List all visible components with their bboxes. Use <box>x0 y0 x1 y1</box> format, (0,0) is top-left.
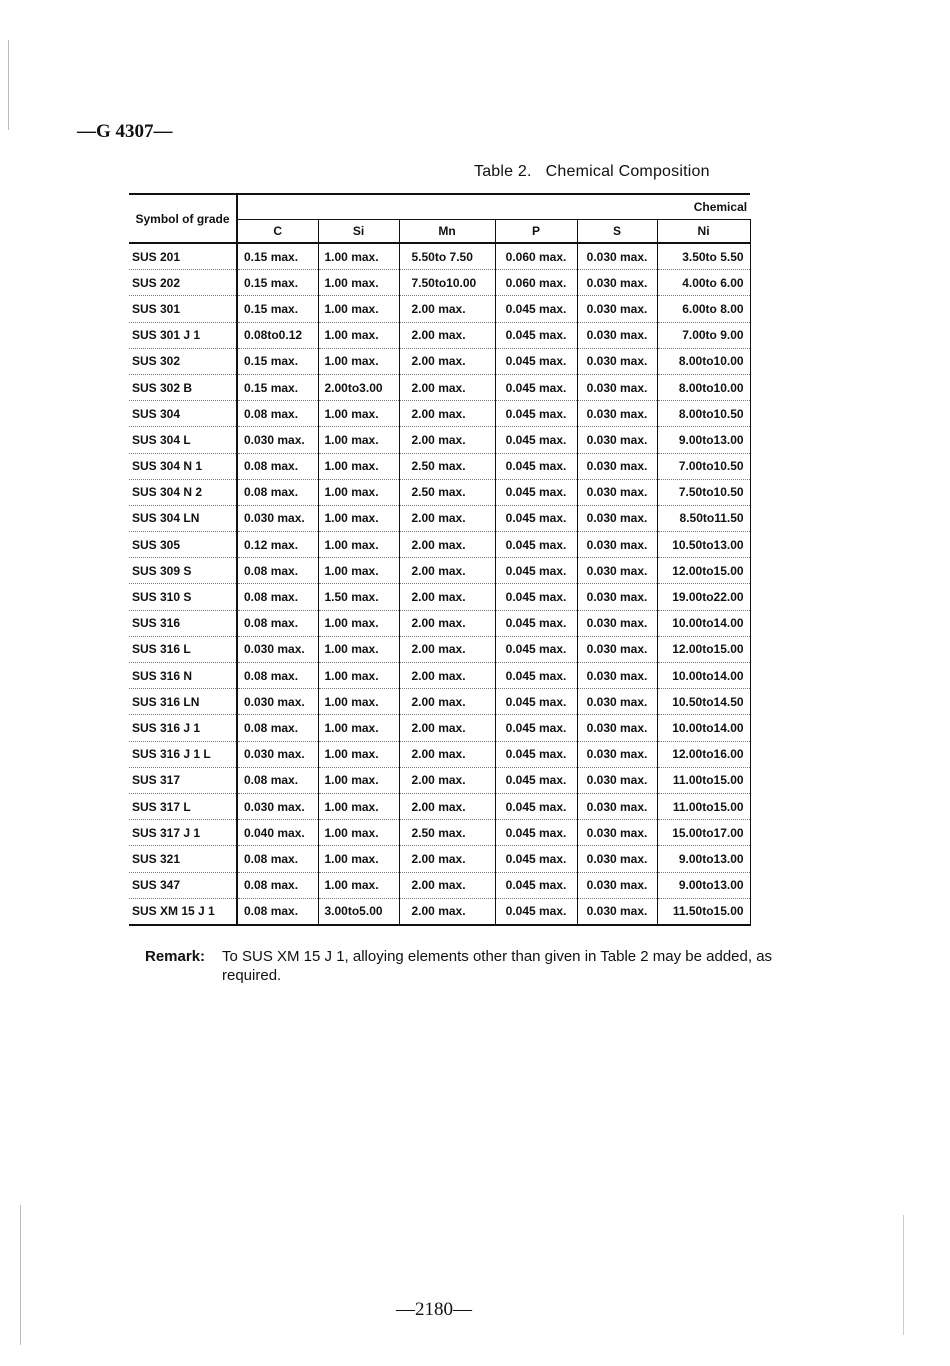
table-row <box>129 479 750 505</box>
mn-value-cell: 2.00 max. <box>399 610 495 636</box>
s-value-cell: 0.030 max. <box>577 558 657 584</box>
c-value-cell: 0.15 max. <box>237 374 318 400</box>
c-value-cell: 0.15 max. <box>237 348 318 374</box>
ni-value-cell: 10.00to14.00 <box>657 715 750 741</box>
grade-symbol-cell: SUS 317 L <box>129 793 237 819</box>
c-value-cell: 0.12 max. <box>237 532 318 558</box>
c-value-cell: 0.08 max. <box>237 401 318 427</box>
ni-value-cell: 15.00to17.00 <box>657 820 750 846</box>
table-title: Chemical Composition <box>545 163 710 180</box>
c-value-cell: 0.030 max. <box>237 636 318 662</box>
ni-value-cell: 6.00to 8.00 <box>657 296 750 322</box>
table-row <box>129 322 750 348</box>
si-value-cell: 1.00 max. <box>318 872 399 898</box>
grade-symbol-cell: SUS 304 L <box>129 427 237 453</box>
ni-value-cell: 10.00to14.00 <box>657 610 750 636</box>
c-value-cell: 0.08 max. <box>237 715 318 741</box>
scan-margin-line <box>8 40 9 130</box>
s-value-cell: 0.030 max. <box>577 872 657 898</box>
s-value-cell: 0.030 max. <box>577 689 657 715</box>
p-value-cell: 0.045 max. <box>495 322 577 348</box>
mn-value-cell: 5.50to 7.50 <box>399 243 495 270</box>
ni-value-cell: 9.00to13.00 <box>657 872 750 898</box>
table-row <box>129 296 750 322</box>
c-value-cell: 0.08 max. <box>237 872 318 898</box>
ni-value-cell: 10.00to14.00 <box>657 663 750 689</box>
c-value-cell: 0.030 max. <box>237 793 318 819</box>
chemical-composition-table <box>129 193 751 926</box>
column-header-si: Si <box>318 220 399 244</box>
grade-symbol-cell: SUS XM 15 J 1 <box>129 898 237 925</box>
c-value-cell: 0.08 max. <box>237 898 318 925</box>
p-value-cell: 0.045 max. <box>495 663 577 689</box>
si-value-cell: 1.00 max. <box>318 558 399 584</box>
si-value-cell: 1.00 max. <box>318 689 399 715</box>
mn-value-cell: 2.00 max. <box>399 505 495 531</box>
si-value-cell: 1.00 max. <box>318 663 399 689</box>
si-value-cell: 1.50 max. <box>318 584 399 610</box>
ni-value-cell: 3.50to 5.50 <box>657 243 750 270</box>
p-value-cell: 0.045 max. <box>495 898 577 925</box>
grade-symbol-cell: SUS 304 N 1 <box>129 453 237 479</box>
document-code: —G 4307— <box>77 121 173 142</box>
c-value-cell: 0.15 max. <box>237 270 318 296</box>
table-row <box>129 453 750 479</box>
p-value-cell: 0.045 max. <box>495 427 577 453</box>
s-value-cell: 0.030 max. <box>577 348 657 374</box>
s-value-cell: 0.030 max. <box>577 270 657 296</box>
s-value-cell: 0.030 max. <box>577 401 657 427</box>
si-value-cell: 1.00 max. <box>318 532 399 558</box>
table-row <box>129 427 750 453</box>
ni-value-cell: 12.00to15.00 <box>657 558 750 584</box>
table-number: Table 2. <box>474 163 532 180</box>
mn-value-cell: 2.00 max. <box>399 348 495 374</box>
p-value-cell: 0.045 max. <box>495 636 577 662</box>
p-value-cell: 0.045 max. <box>495 793 577 819</box>
s-value-cell: 0.030 max. <box>577 505 657 531</box>
mn-value-cell: 2.00 max. <box>399 793 495 819</box>
s-value-cell: 0.030 max. <box>577 479 657 505</box>
si-value-cell: 1.00 max. <box>318 610 399 636</box>
p-value-cell: 0.060 max. <box>495 270 577 296</box>
scan-margin-line <box>903 1215 904 1335</box>
grade-symbol-cell: SUS 304 N 2 <box>129 479 237 505</box>
table-row <box>129 767 750 793</box>
grade-symbol-cell: SUS 316 J 1 <box>129 715 237 741</box>
ni-value-cell: 10.50to14.50 <box>657 689 750 715</box>
p-value-cell: 0.045 max. <box>495 479 577 505</box>
mn-value-cell: 2.00 max. <box>399 898 495 925</box>
si-value-cell: 1.00 max. <box>318 427 399 453</box>
si-value-cell: 1.00 max. <box>318 270 399 296</box>
p-value-cell: 0.045 max. <box>495 846 577 872</box>
table-row <box>129 820 750 846</box>
grade-symbol-cell: SUS 302 <box>129 348 237 374</box>
remark-label: Remark: <box>145 948 206 965</box>
c-value-cell: 0.030 max. <box>237 505 318 531</box>
ni-value-cell: 7.00to 9.00 <box>657 322 750 348</box>
s-value-cell: 0.030 max. <box>577 636 657 662</box>
table-row <box>129 636 750 662</box>
ni-value-cell: 10.50to13.00 <box>657 532 750 558</box>
si-value-cell: 1.00 max. <box>318 741 399 767</box>
si-value-cell: 1.00 max. <box>318 401 399 427</box>
c-value-cell: 0.030 max. <box>237 427 318 453</box>
c-value-cell: 0.15 max. <box>237 243 318 270</box>
scan-margin-line <box>20 1205 21 1345</box>
s-value-cell: 0.030 max. <box>577 767 657 793</box>
grade-symbol-cell: SUS 304 LN <box>129 505 237 531</box>
grade-symbol-cell: SUS 301 <box>129 296 237 322</box>
grade-symbol-cell: SUS 347 <box>129 872 237 898</box>
table-row <box>129 348 750 374</box>
symbol-of-grade-header: Symbol of grade <box>129 194 237 243</box>
table-row <box>129 243 750 270</box>
s-value-cell: 0.030 max. <box>577 453 657 479</box>
c-value-cell: 0.08 max. <box>237 479 318 505</box>
ni-value-cell: 8.50to11.50 <box>657 505 750 531</box>
c-value-cell: 0.040 max. <box>237 820 318 846</box>
mn-value-cell: 2.00 max. <box>399 296 495 322</box>
s-value-cell: 0.030 max. <box>577 793 657 819</box>
table-row <box>129 610 750 636</box>
s-value-cell: 0.030 max. <box>577 610 657 636</box>
c-value-cell: 0.08 max. <box>237 663 318 689</box>
si-value-cell: 1.00 max. <box>318 767 399 793</box>
ni-value-cell: 4.00to 6.00 <box>657 270 750 296</box>
column-header-c: C <box>237 220 318 244</box>
p-value-cell: 0.045 max. <box>495 820 577 846</box>
grade-symbol-cell: SUS 316 LN <box>129 689 237 715</box>
table-row <box>129 558 750 584</box>
grade-symbol-cell: SUS 304 <box>129 401 237 427</box>
grade-symbol-cell: SUS 305 <box>129 532 237 558</box>
si-value-cell: 1.00 max. <box>318 322 399 348</box>
p-value-cell: 0.045 max. <box>495 872 577 898</box>
s-value-cell: 0.030 max. <box>577 846 657 872</box>
mn-value-cell: 2.50 max. <box>399 820 495 846</box>
s-value-cell: 0.030 max. <box>577 898 657 925</box>
si-value-cell: 1.00 max. <box>318 505 399 531</box>
table-row <box>129 584 750 610</box>
c-value-cell: 0.030 max. <box>237 689 318 715</box>
mn-value-cell: 2.00 max. <box>399 558 495 584</box>
grade-symbol-cell: SUS 316 L <box>129 636 237 662</box>
si-value-cell: 1.00 max. <box>318 793 399 819</box>
table-row <box>129 532 750 558</box>
s-value-cell: 0.030 max. <box>577 584 657 610</box>
s-value-cell: 0.030 max. <box>577 715 657 741</box>
table-row <box>129 793 750 819</box>
p-value-cell: 0.045 max. <box>495 558 577 584</box>
si-value-cell: 1.00 max. <box>318 453 399 479</box>
table-body <box>129 243 750 925</box>
grade-symbol-cell: SUS 317 J 1 <box>129 820 237 846</box>
c-value-cell: 0.08 max. <box>237 767 318 793</box>
ni-value-cell: 11.00to15.00 <box>657 767 750 793</box>
si-value-cell: 1.00 max. <box>318 820 399 846</box>
table-row <box>129 898 750 925</box>
ni-value-cell: 12.00to15.00 <box>657 636 750 662</box>
page-number: —2180— <box>396 1299 472 1320</box>
mn-value-cell: 7.50to10.00 <box>399 270 495 296</box>
p-value-cell: 0.045 max. <box>495 296 577 322</box>
table-row <box>129 505 750 531</box>
c-value-cell: 0.15 max. <box>237 296 318 322</box>
p-value-cell: 0.045 max. <box>495 610 577 636</box>
s-value-cell: 0.030 max. <box>577 820 657 846</box>
grade-symbol-cell: SUS 316 N <box>129 663 237 689</box>
s-value-cell: 0.030 max. <box>577 663 657 689</box>
si-value-cell: 2.00to3.00 <box>318 374 399 400</box>
table-row <box>129 715 750 741</box>
p-value-cell: 0.045 max. <box>495 715 577 741</box>
s-value-cell: 0.030 max. <box>577 427 657 453</box>
s-value-cell: 0.030 max. <box>577 296 657 322</box>
mn-value-cell: 2.00 max. <box>399 532 495 558</box>
ni-value-cell: 9.00to13.00 <box>657 846 750 872</box>
mn-value-cell: 2.00 max. <box>399 636 495 662</box>
si-value-cell: 1.00 max. <box>318 715 399 741</box>
mn-value-cell: 2.50 max. <box>399 453 495 479</box>
mn-value-cell: 2.00 max. <box>399 427 495 453</box>
mn-value-cell: 2.00 max. <box>399 663 495 689</box>
p-value-cell: 0.045 max. <box>495 453 577 479</box>
grade-symbol-cell: SUS 316 J 1 L <box>129 741 237 767</box>
ni-value-cell: 8.00to10.00 <box>657 348 750 374</box>
mn-value-cell: 2.00 max. <box>399 689 495 715</box>
grade-symbol-cell: SUS 301 J 1 <box>129 322 237 348</box>
s-value-cell: 0.030 max. <box>577 374 657 400</box>
mn-value-cell: 2.00 max. <box>399 584 495 610</box>
ni-value-cell: 9.00to13.00 <box>657 427 750 453</box>
table-caption <box>474 163 750 181</box>
p-value-cell: 0.045 max. <box>495 374 577 400</box>
c-value-cell: 0.08 max. <box>237 846 318 872</box>
mn-value-cell: 2.00 max. <box>399 715 495 741</box>
mn-value-cell: 2.50 max. <box>399 479 495 505</box>
grade-symbol-cell: SUS 316 <box>129 610 237 636</box>
mn-value-cell: 2.00 max. <box>399 401 495 427</box>
table-row <box>129 689 750 715</box>
grade-symbol-cell: SUS 317 <box>129 767 237 793</box>
p-value-cell: 0.060 max. <box>495 243 577 270</box>
ni-value-cell: 12.00to16.00 <box>657 741 750 767</box>
mn-value-cell: 2.00 max. <box>399 872 495 898</box>
s-value-cell: 0.030 max. <box>577 322 657 348</box>
chemical-group-header: Chemical <box>237 194 750 220</box>
grade-symbol-cell: SUS 302 B <box>129 374 237 400</box>
c-value-cell: 0.08to0.12 <box>237 322 318 348</box>
mn-value-cell: 2.00 max. <box>399 741 495 767</box>
ni-value-cell: 7.50to10.50 <box>657 479 750 505</box>
table-row <box>129 872 750 898</box>
c-value-cell: 0.08 max. <box>237 610 318 636</box>
p-value-cell: 0.045 max. <box>495 401 577 427</box>
grade-symbol-cell: SUS 321 <box>129 846 237 872</box>
mn-value-cell: 2.00 max. <box>399 767 495 793</box>
grade-symbol-cell: SUS 309 S <box>129 558 237 584</box>
table-row <box>129 374 750 400</box>
table-row <box>129 663 750 689</box>
si-value-cell: 3.00to5.00 <box>318 898 399 925</box>
p-value-cell: 0.045 max. <box>495 348 577 374</box>
si-value-cell: 1.00 max. <box>318 636 399 662</box>
mn-value-cell: 2.00 max. <box>399 374 495 400</box>
si-value-cell: 1.00 max. <box>318 479 399 505</box>
p-value-cell: 0.045 max. <box>495 767 577 793</box>
column-header-ni: Ni <box>657 220 750 244</box>
ni-value-cell: 8.00to10.00 <box>657 374 750 400</box>
p-value-cell: 0.045 max. <box>495 584 577 610</box>
p-value-cell: 0.045 max. <box>495 741 577 767</box>
grade-symbol-cell: SUS 201 <box>129 243 237 270</box>
remark-text: To SUS XM 15 J 1, alloying elements other than given in Table 2 may be added, as required. <box>222 948 773 984</box>
c-value-cell: 0.08 max. <box>237 558 318 584</box>
table-row <box>129 401 750 427</box>
ni-value-cell: 11.00to15.00 <box>657 793 750 819</box>
s-value-cell: 0.030 max. <box>577 741 657 767</box>
ni-value-cell: 7.00to10.50 <box>657 453 750 479</box>
p-value-cell: 0.045 max. <box>495 505 577 531</box>
ni-value-cell: 19.00to22.00 <box>657 584 750 610</box>
si-value-cell: 1.00 max. <box>318 846 399 872</box>
ni-value-cell: 8.00to10.50 <box>657 401 750 427</box>
si-value-cell: 1.00 max. <box>318 296 399 322</box>
grade-symbol-cell: SUS 310 S <box>129 584 237 610</box>
mn-value-cell: 2.00 max. <box>399 846 495 872</box>
column-header-mn: Mn <box>399 220 495 244</box>
s-value-cell: 0.030 max. <box>577 243 657 270</box>
column-header-s: S <box>577 220 657 244</box>
p-value-cell: 0.045 max. <box>495 532 577 558</box>
table-row <box>129 741 750 767</box>
grade-symbol-cell: SUS 202 <box>129 270 237 296</box>
c-value-cell: 0.030 max. <box>237 741 318 767</box>
si-value-cell: 1.00 max. <box>318 348 399 374</box>
si-value-cell: 1.00 max. <box>318 243 399 270</box>
table-row <box>129 270 750 296</box>
mn-value-cell: 2.00 max. <box>399 322 495 348</box>
ni-value-cell: 11.50to15.00 <box>657 898 750 925</box>
table-row <box>129 846 750 872</box>
s-value-cell: 0.030 max. <box>577 532 657 558</box>
p-value-cell: 0.045 max. <box>495 689 577 715</box>
c-value-cell: 0.08 max. <box>237 453 318 479</box>
c-value-cell: 0.08 max. <box>237 584 318 610</box>
column-header-p: P <box>495 220 577 244</box>
